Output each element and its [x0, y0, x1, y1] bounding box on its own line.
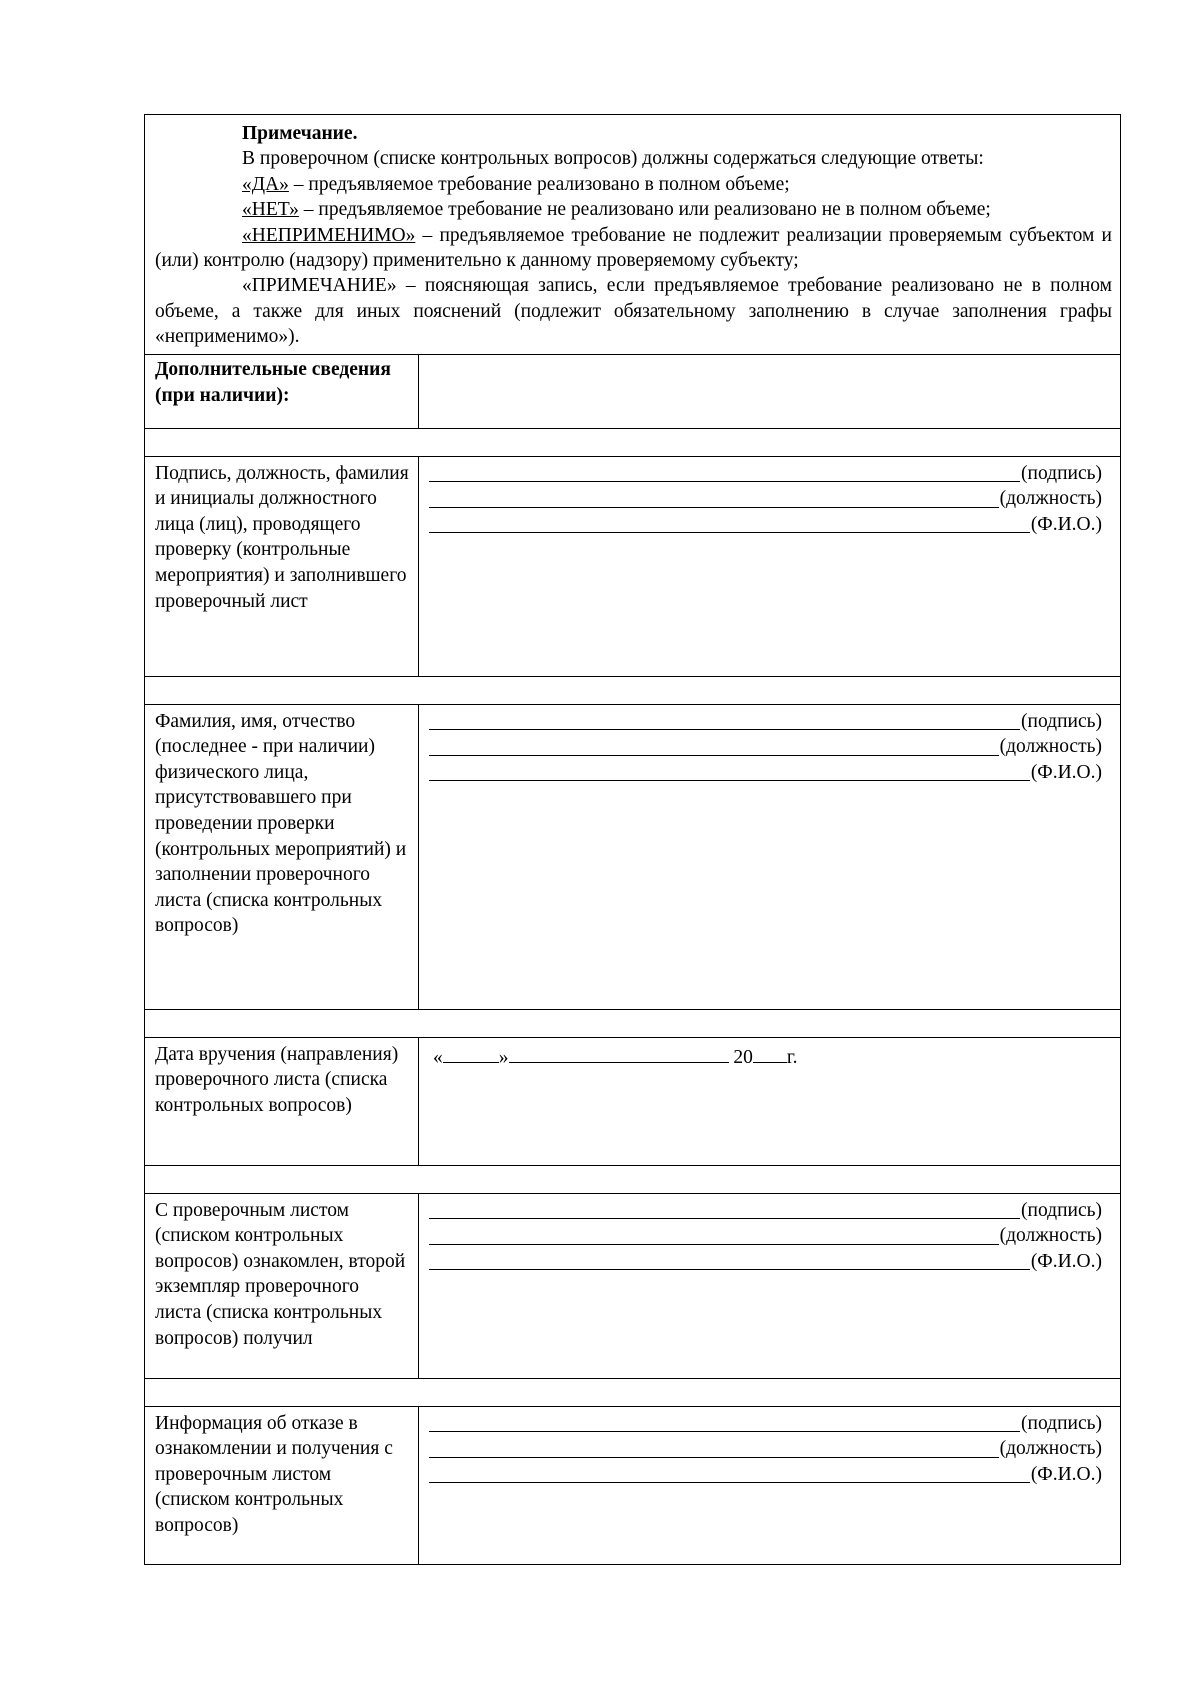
note-text-remark: – поясняющая запись, если предъявляемое требование реализовано не в полном объеме, а также для иных пояснений (подлежит обязательному заполнению в случае заполнения графы «неприменимо»). [155, 275, 1112, 348]
delivery-date-field[interactable] [419, 1037, 1121, 1165]
signature-line[interactable] [429, 1411, 1102, 1437]
note-term-no: «НЕТ» [242, 199, 299, 221]
position-caption: (должность) [999, 1225, 1102, 1247]
fio-caption: (Ф.И.О.) [1030, 1463, 1102, 1485]
additional-label: Дополнительные сведения (при наличии): [145, 354, 419, 428]
signature-blank[interactable] [429, 729, 1020, 730]
acknowledged-signature-block [419, 1193, 1121, 1378]
additional-value-field[interactable] [419, 354, 1121, 428]
note-row [145, 115, 1121, 355]
separator-row [145, 1378, 1121, 1406]
fio-blank[interactable] [429, 1269, 1030, 1270]
acknowledged-label: С проверочным листом (списком контрольных вопросов) ознакомлен, второй экземпляр проверочного листа (списка контрольных вопросов) получил [145, 1193, 419, 1378]
note-text-no: – предъявляемое требование не реализовано или реализовано не в полном объеме; [298, 199, 991, 221]
day-blank[interactable] [443, 1042, 499, 1063]
delivery-date-row [145, 1037, 1121, 1165]
fio-line[interactable] [429, 1249, 1102, 1275]
checklist-form [144, 114, 1121, 1565]
note-item-na [155, 223, 1112, 274]
note-text-yes: – предъявляемое требование реализовано в полном объеме; [288, 173, 790, 195]
signature-caption: (подпись) [1021, 710, 1102, 732]
month-blank[interactable] [509, 1042, 729, 1063]
inspector-label: Подпись, должность, фамилия и инициалы должностного лица (лиц), проводящего проверку (контрольные мероприятия) и заполнившего проверочный лист [145, 456, 419, 676]
fio-caption: (Ф.И.О.) [1030, 1250, 1102, 1272]
inspector-signature-block [419, 456, 1121, 676]
note-item-yes [155, 172, 1112, 197]
note-item-no [155, 197, 1112, 222]
year-blank[interactable] [753, 1042, 787, 1063]
signature-caption: (подпись) [1021, 462, 1102, 484]
present-person-label: Фамилия, имя, отчество (последнее - при наличии) физического лица, присутствовавшего при проведении проверки (контрольных мероприятий) и заполнении проверочного листа (списка контрольных вопросов) [145, 704, 419, 1009]
signature-blank[interactable] [429, 481, 1020, 482]
note-text-na: – предъявляемое требование не подлежит реализации проверяемым субъектом и (или) контролю (надзору) применительно к данному проверяемому субъекту; [155, 224, 1112, 272]
date-close-quote: » [498, 1046, 509, 1068]
note-term-yes: «ДА» [242, 173, 289, 195]
additional-row [145, 354, 1121, 428]
form-table [144, 114, 1121, 1565]
year-suffix: г. [786, 1046, 798, 1068]
position-blank[interactable] [429, 1244, 999, 1245]
present-person-row [145, 704, 1121, 1009]
separator-cell [145, 1009, 1121, 1037]
fio-blank[interactable] [429, 780, 1030, 781]
note-term-remark: «ПРИМЕЧАНИЕ» [242, 275, 397, 297]
separator-cell [145, 1378, 1121, 1406]
separator-row [145, 1165, 1121, 1193]
position-blank[interactable] [429, 1457, 999, 1458]
position-line[interactable] [429, 734, 1102, 760]
signature-blank[interactable] [429, 1431, 1020, 1432]
acknowledged-row [145, 1193, 1121, 1378]
note-intro: В проверочном (списке контрольных вопросов) должны содержаться следующие ответы: [242, 148, 984, 170]
year-prefix: 20 [733, 1046, 753, 1068]
signature-line[interactable] [429, 1198, 1102, 1224]
separator-row [145, 676, 1121, 704]
signature-blank[interactable] [429, 1218, 1020, 1219]
fio-caption: (Ф.И.О.) [1030, 513, 1102, 535]
fio-line[interactable] [429, 512, 1102, 538]
position-caption: (должность) [999, 736, 1102, 758]
inspector-signature-row [145, 456, 1121, 676]
present-person-signature-block [419, 704, 1121, 1009]
signature-line[interactable] [429, 709, 1102, 735]
position-line[interactable] [429, 1436, 1102, 1462]
separator-row [145, 428, 1121, 456]
note-item-remark [155, 273, 1112, 349]
separator-row [145, 1009, 1121, 1037]
refusal-row [145, 1406, 1121, 1564]
fio-line[interactable] [429, 760, 1102, 786]
position-line[interactable] [429, 1223, 1102, 1249]
position-line[interactable] [429, 486, 1102, 512]
refusal-label: Информация об отказе в ознакомлении и получения с проверочным листом (списком контрольных вопросов) [145, 1406, 419, 1564]
separator-cell [145, 1165, 1121, 1193]
fio-blank[interactable] [429, 532, 1030, 533]
delivery-date-label: Дата вручения (направления) проверочного листа (списка контрольных вопросов) [145, 1037, 419, 1165]
position-blank[interactable] [429, 755, 999, 756]
signature-caption: (подпись) [1021, 1412, 1102, 1434]
fio-caption: (Ф.И.О.) [1030, 761, 1102, 783]
date-open-quote: « [433, 1046, 443, 1068]
note-cell [145, 115, 1121, 355]
refusal-signature-block [419, 1406, 1121, 1564]
position-caption: (должность) [999, 1438, 1102, 1460]
position-blank[interactable] [429, 507, 999, 508]
fio-line[interactable] [429, 1462, 1102, 1488]
signature-caption: (подпись) [1021, 1199, 1102, 1221]
fio-blank[interactable] [429, 1482, 1030, 1483]
separator-cell [145, 676, 1121, 704]
signature-line[interactable] [429, 461, 1102, 487]
note-heading: Примечание. [242, 123, 358, 144]
separator-cell [145, 428, 1121, 456]
note-term-na: «НЕПРИМЕНИМО» [242, 224, 416, 246]
position-caption: (должность) [999, 488, 1102, 510]
